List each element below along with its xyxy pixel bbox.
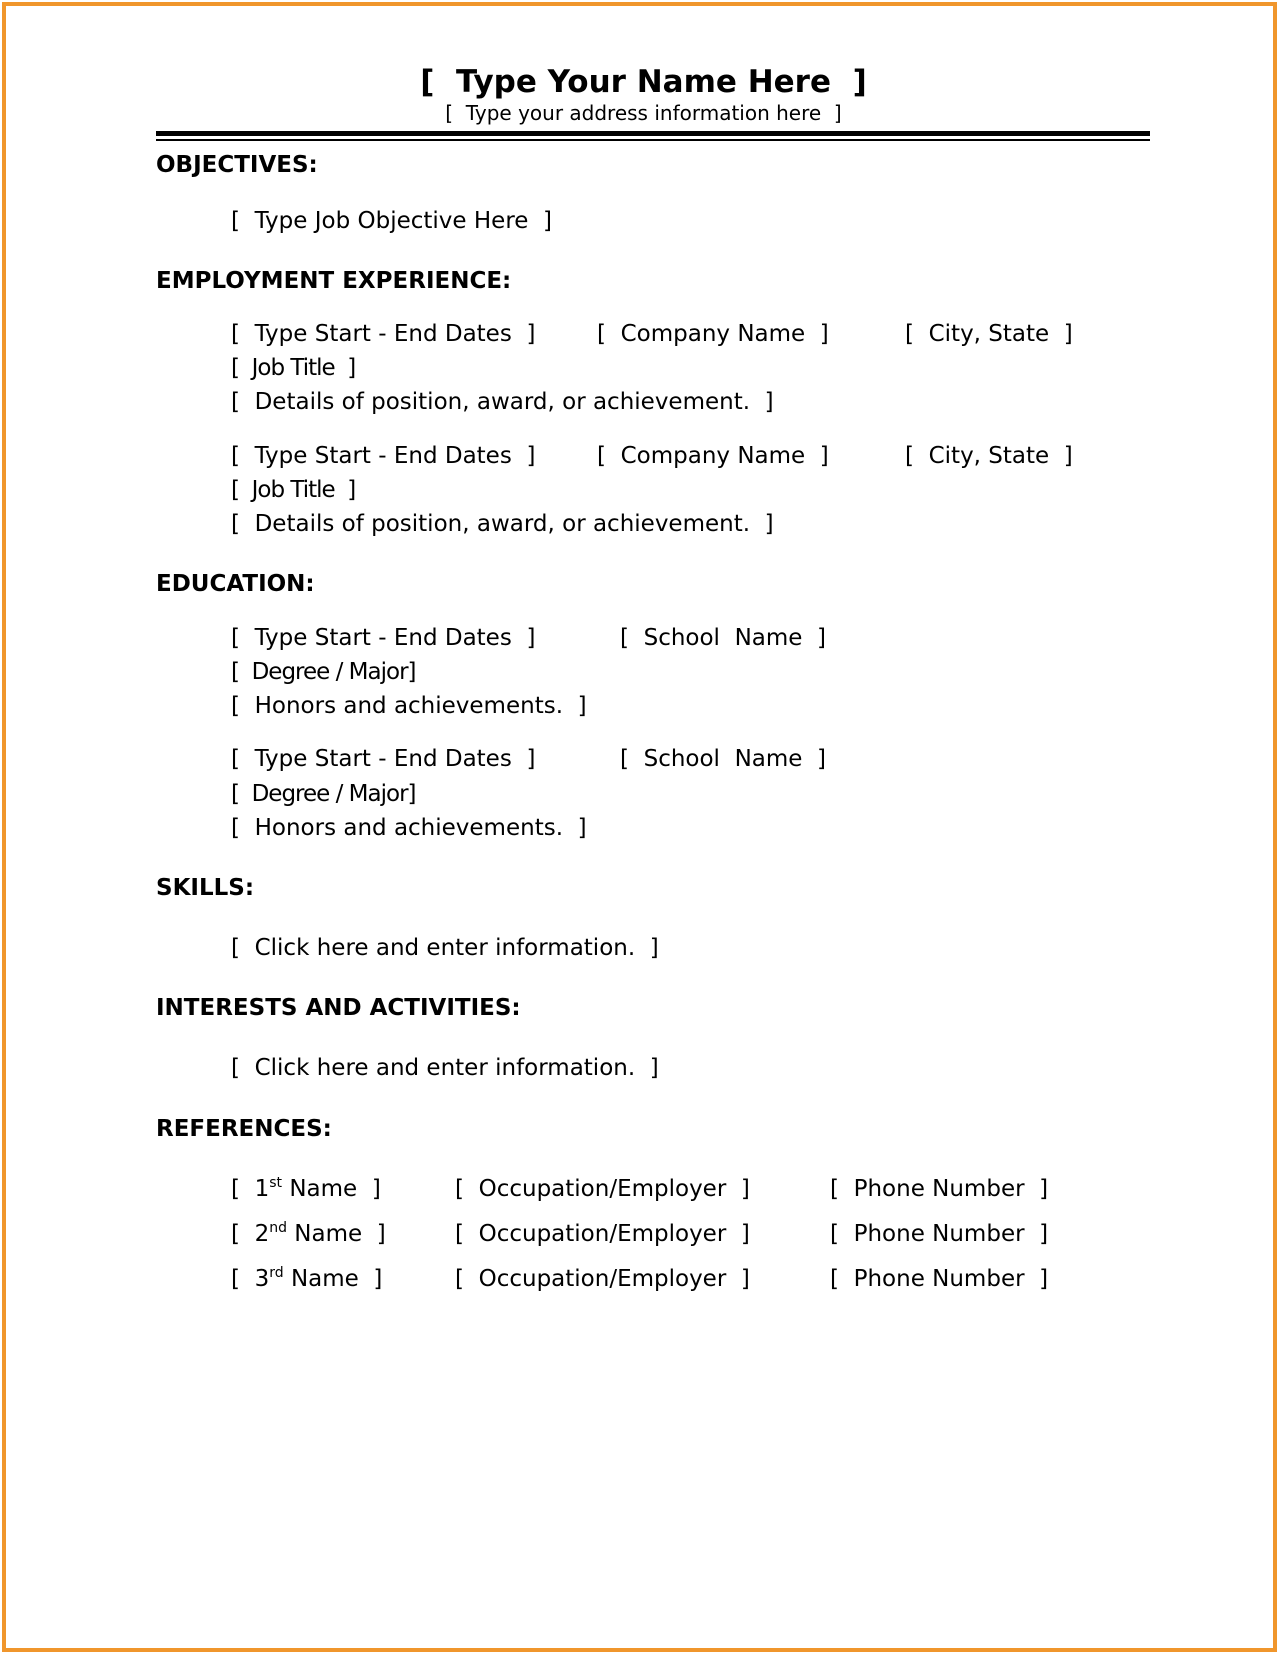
reference-1-name-suffix: Name ] xyxy=(282,1176,381,1202)
employment-2-company[interactable]: [ Company Name ] xyxy=(597,443,829,469)
employment-2-details[interactable]: [ Details of position, award, or achievement. ] xyxy=(231,511,774,537)
reference-3-ordinal: rd xyxy=(269,1265,284,1281)
education-2-school[interactable]: [ School Name ] xyxy=(620,746,827,772)
interests-field[interactable]: [ Click here and enter information. ] xyxy=(231,1055,659,1081)
references-heading: REFERENCES: xyxy=(156,1116,332,1142)
header-divider-thin xyxy=(156,139,1150,141)
reference-2-occupation[interactable]: [ Occupation/Employer ] xyxy=(455,1221,750,1247)
employment-1-dates[interactable]: [ Type Start - End Dates ] xyxy=(231,321,536,347)
reference-3-name[interactable] xyxy=(231,1264,382,1294)
reference-3-name-prefix: [ 3 xyxy=(231,1266,270,1292)
reference-1-occupation[interactable]: [ Occupation/Employer ] xyxy=(455,1176,750,1202)
reference-2-phone[interactable]: [ Phone Number ] xyxy=(830,1221,1049,1247)
resume-address[interactable]: [ Type your address information here ] xyxy=(445,101,842,125)
skills-field[interactable]: [ Click here and enter information. ] xyxy=(231,935,659,961)
reference-1-phone[interactable]: [ Phone Number ] xyxy=(830,1176,1049,1202)
interests-heading: INTERESTS AND ACTIVITIES: xyxy=(156,995,521,1021)
reference-1-name-prefix: [ 1 xyxy=(231,1176,270,1202)
reference-1-ordinal: st xyxy=(269,1175,283,1191)
employment-heading: EMPLOYMENT EXPERIENCE: xyxy=(156,268,512,294)
education-1-dates[interactable]: [ Type Start - End Dates ] xyxy=(231,625,536,651)
employment-1-location[interactable]: [ City, State ] xyxy=(905,321,1073,347)
employment-1-company[interactable]: [ Company Name ] xyxy=(597,321,829,347)
reference-2-ordinal: nd xyxy=(269,1220,287,1236)
page-border xyxy=(2,2,1277,1652)
employment-2-job-title[interactable]: [ Job Title ] xyxy=(231,477,356,503)
reference-2-name[interactable] xyxy=(231,1219,386,1249)
reference-3-phone[interactable]: [ Phone Number ] xyxy=(830,1266,1049,1292)
reference-3-occupation[interactable]: [ Occupation/Employer ] xyxy=(455,1266,750,1292)
education-2-dates[interactable]: [ Type Start - End Dates ] xyxy=(231,746,536,772)
employment-2-dates[interactable]: [ Type Start - End Dates ] xyxy=(231,443,536,469)
skills-heading: SKILLS: xyxy=(156,875,255,901)
education-2-degree[interactable]: [ Degree / Major] xyxy=(231,781,416,807)
reference-2-name-suffix: Name ] xyxy=(287,1221,386,1247)
reference-2-name-prefix: [ 2 xyxy=(231,1221,270,1247)
reference-3-name-suffix: Name ] xyxy=(283,1266,383,1292)
employment-2-location[interactable]: [ City, State ] xyxy=(905,443,1073,469)
education-1-degree[interactable]: [ Degree / Major] xyxy=(231,659,416,685)
education-heading: EDUCATION: xyxy=(156,571,315,597)
employment-1-job-title[interactable]: [ Job Title ] xyxy=(231,355,356,381)
objectives-heading: OBJECTIVES: xyxy=(156,152,318,178)
education-2-honors[interactable]: [ Honors and achievements. ] xyxy=(231,815,587,841)
objective-field[interactable]: [ Type Job Objective Here ] xyxy=(231,208,553,234)
education-1-honors[interactable]: [ Honors and achievements. ] xyxy=(231,693,587,719)
reference-1-name[interactable] xyxy=(231,1174,381,1204)
employment-1-details[interactable]: [ Details of position, award, or achievement. ] xyxy=(231,389,774,415)
education-1-school[interactable]: [ School Name ] xyxy=(620,625,827,651)
resume-name[interactable]: [ Type Your Name Here ] xyxy=(420,64,867,100)
header-divider-thick xyxy=(156,131,1150,136)
